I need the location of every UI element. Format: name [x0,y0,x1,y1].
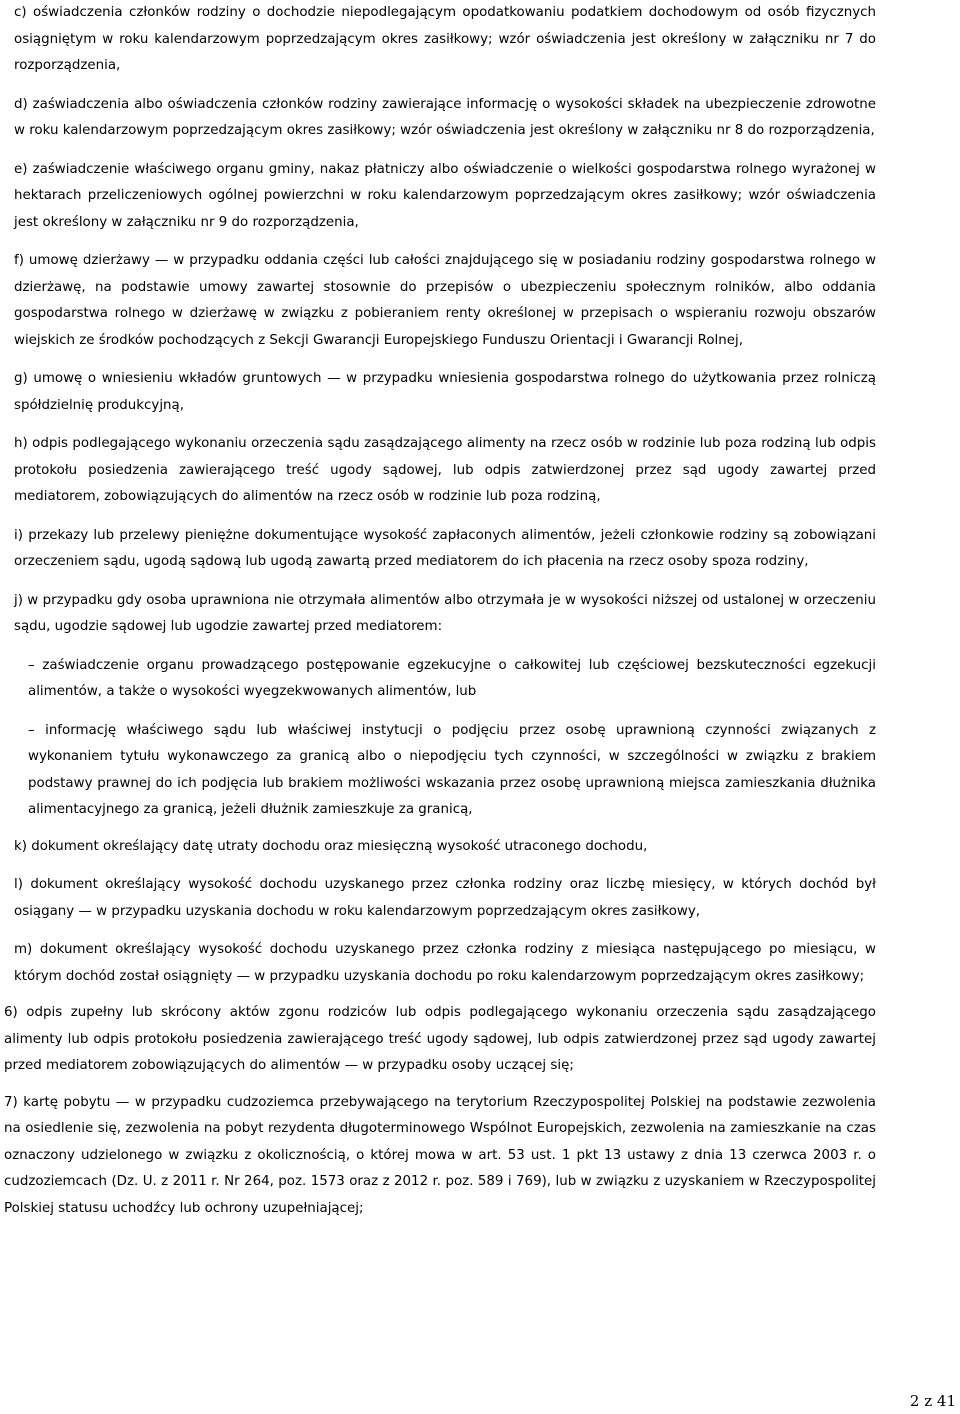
paragraph-j-dash-2: – informację właściwego sądu lub właściwej instytucji o podjęciu przez osobę uprawnioną czynności związanych z wykonaniem tytułu wykonawczego za granicą albo o niepodjęciu tych czynności, w szczególności w związku z brakiem podstawy prawnej do ich podjęcia lub brakiem możliwości wskazania przez osobę uprawnioną miejsca zamieszkania dłużnika alimentacyjnego za granicą, jeżeli dłużnik zamieszkuje za granicą, [28,722,876,817]
paragraph-7: 7) kartę pobytu — w przypadku cudzoziemca przebywającego na terytorium Rzeczypospolitej Polskiej na podstawie zezwolenia na osiedlenie się, zezwolenia na pobyt rezydenta długoterminowego Wspólnot Europejskich, zezwolenia na zamieszkanie na czas oznaczony udzielonego w związku z okolicznością, o której mowa w art. 53 ust. 1 pkt 13 ustawy z dnia 13 czerwca 2003 r. o cudzoziemcach (Dz. U. z 2011 r. Nr 264, poz. 1573 oraz z 2012 r. poz. 589 i 769), lub w związku z uzyskaniem w Rzeczypospolitej Polskiej statusu uchodźcy lub ochrony uzupełniającej; [4,1094,876,1216]
paragraph-i: i) przekazy lub przelewy pieniężne dokumentujące wysokość zapłaconych alimentów, jeżeli członkowie rodziny są zobowiązani orzeczeniem sądu, ugodą sądową lub ugodą zawartą przed mediatorem do ich płacenia na rzecz osoby spoza rodziny, [14,527,876,569]
paragraph-g: g) umowę o wniesieniu wkładów gruntowych — w przypadku wniesienia gospodarstwa rolnego do użytkowania przez rolniczą spółdzielnię produkcyjną, [14,371,876,413]
document-body [4,0,876,1226]
paragraph-j: j) w przypadku gdy osoba uprawniona nie otrzymała alimentów albo otrzymała je w wysokości niższej od ustalonej w orzeczeniu sądu, ugodzie sądowej lub ugodzie zawartej przed mediatorem: [14,592,876,634]
paragraph-6: 6) odpis zupełny lub skrócony aktów zgonu rodziców lub odpis podlegającego wykonaniu orzeczenia sądu zasądzającego alimenty lub odpis protokołu posiedzenia zawierającego treść ugody sądowej, lub odpis zatwierdzonej przez sąd ugody zawartej przed mediatorem zobowiązujących do alimentów — w przypadku osoby uczącej się; [4,1005,876,1073]
paragraph-c: c) oświadczenia członków rodziny o dochodzie niepodlegającym opodatkowaniu podatkiem dochodowym od osób fizycznych osiągniętym w roku kalendarzowym poprzedzającym okres zasiłkowy; wzór oświadczenia jest określony w załączniku nr 7 do rozporządzenia, [14,5,876,73]
paragraph-d: d) zaświadczenia albo oświadczenia członków rodziny zawierające informację o wysokości składek na ubezpieczenie zdrowotne w roku kalendarzowym poprzedzającym okres zasiłkowy; wzór oświadczenia jest określony w załączniku nr 8 do rozporządzenia, [14,96,876,138]
paragraph-k: k) dokument określający datę utraty dochodu oraz miesięczną wysokość utraconego dochodu, [14,838,648,854]
paragraph-l: l) dokument określający wysokość dochodu uzyskanego przez członka rodziny oraz liczbę miesięcy, w których dochód był osiągany — w przypadku uzyskania dochodu w roku kalendarzowym poprzedzającym okres zasiłkowy, [14,877,876,919]
paragraph-m: m) dokument określający wysokość dochodu uzyskanego przez członka rodziny z miesiąca następującego po miesiącu, w którym dochód został osiągnięty — w przypadku uzyskania dochodu po roku kalendarzowym poprzedzającym okres zasiłkowy; [14,942,876,984]
page-number: 2 z 41 [909,1392,956,1410]
paragraph-h: h) odpis podlegającego wykonaniu orzeczenia sądu zasądzającego alimenty na rzecz osób w rodzinie lub poza rodziną lub odpis protokołu posiedzenia zawierającego treść ugody sądowej, lub odpis zatwierdzonej przez sąd ugody zawartej przed mediatorem, zobowiązujących do alimentów na rzecz osób w rodzinie lub poza rodziną, [14,436,876,504]
paragraph-j-dash-1: – zaświadczenie organu prowadzącego postępowanie egzekucyjne o całkowitej lub częściowej bezskuteczności egzekucji alimentów, a także o wysokości wyegzekwowanych alimentów, lub [28,657,876,699]
paragraph-f: f) umowę dzierżawy — w przypadku oddania części lub całości znajdującego się w posiadaniu rodziny gospodarstwa rolnego w dzierżawę, na podstawie umowy zawartej stosownie do przepisów o ubezpieczeniu społecznym rolników, albo oddania gospodarstwa rolnego w dzierżawę w związku z pobieraniem renty określonej w przepisach o wspieraniu rozwoju obszarów wiejskich ze środków pochodzących z Sekcji Gwarancji Europejskiego Funduszu Orientacji i Gwarancji Rolnej, [14,253,876,348]
paragraph-e: e) zaświadczenie właściwego organu gminy, nakaz płatniczy albo oświadczenie o wielkości gospodarstwa rolnego wyrażonej w hektarach przeliczeniowych ogólnej powierzchni w roku kalendarzowym poprzedzającym okres zasiłkowy; wzór oświadczenia jest określony w załączniku nr 9 do rozporządzenia, [14,161,876,230]
